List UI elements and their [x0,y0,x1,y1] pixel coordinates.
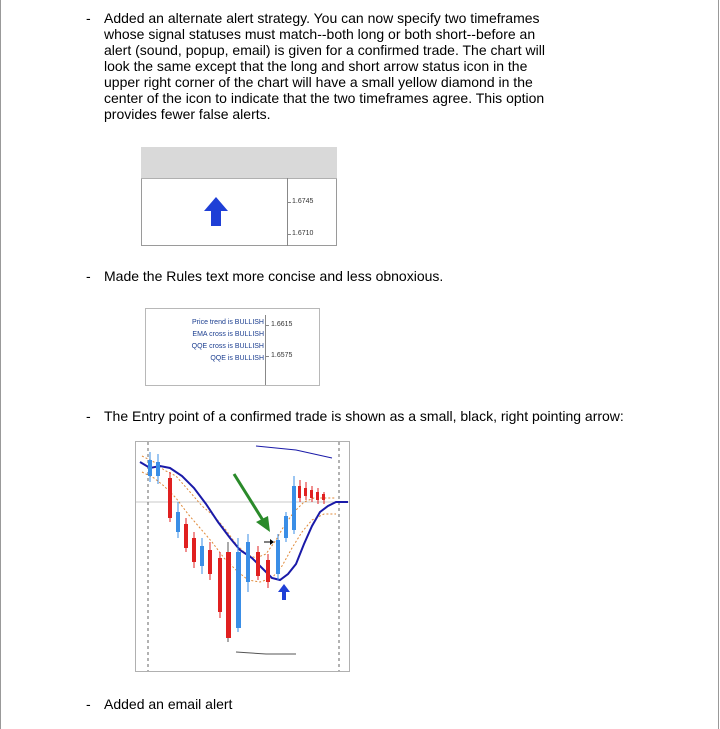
bullet-text: Added an email alert [104,696,233,712]
price-tick [265,356,269,357]
bullet-text: Added an alternate alert strategy. You can now specify two timeframes whose signal statuses must match--both long or both short--before an alert (sound, popup, email) is given for a confirmed trade. The chart will look the same except that the long and short arrow status icon in the upper right corner of the chart will have a small yellow diamond in the center of the icon to indicate that the two timeframes agree. This option provides fewer false alerts. [104,10,545,122]
chart-header-band [141,147,337,179]
price-label-low: 1.6710 [292,230,314,237]
bullet-marker: - [86,696,91,712]
chart-background [136,442,349,671]
page-border-right [718,0,719,729]
blue-up-arrow-icon [201,195,231,229]
price-label-low: 1.6575 [271,352,293,359]
rule-qqe: QQE is BULLISH [210,355,264,362]
bullet-marker: - [86,408,91,424]
figure-status-icon-chart [141,147,337,246]
candlestick-chart [136,442,349,671]
bullet-marker: - [86,10,91,26]
bullet-alternate-alert [86,10,646,130]
price-label-high: 1.6615 [271,321,293,328]
price-axis [287,178,288,246]
bullet-rules-text [86,268,506,286]
bullet-text: Made the Rules text more concise and less obnoxious. [104,268,444,284]
bullet-text: The Entry point of a confirmed trade is shown as a small, black, right pointing arrow: [104,408,624,424]
bullet-email-alert [86,696,386,714]
figure-entry-chart [135,441,350,672]
rule-price-trend: Price trend is BULLISH [192,319,264,326]
price-tick [265,325,269,326]
price-label-high: 1.6745 [292,198,314,205]
page-border-left [0,0,1,729]
price-tick [287,234,291,235]
rule-ema-cross: EMA cross is BULLISH [192,331,264,338]
bullet-entry-point [86,408,706,426]
figure-rules-panel [145,308,320,386]
rule-qqe-cross: QQE cross is BULLISH [191,343,264,350]
bullet-marker: - [86,268,91,284]
price-tick [287,202,291,203]
